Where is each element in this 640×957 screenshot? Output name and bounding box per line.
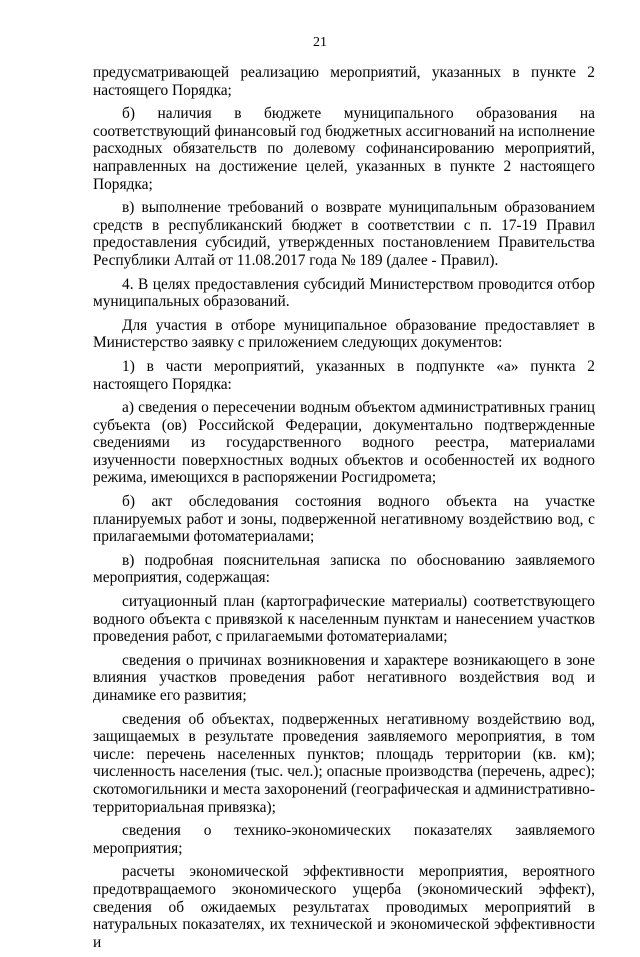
paragraph-item-b-budget: б) наличия в бюджете муниципального образования на соответствующий финансовый год бюджетных ассигнований на исполнение расходных обязательств по долевому софинансированию мероприятий, направленных на достижение целей, указанных в пункте 2 настоящего Порядка; [93, 105, 595, 193]
page-number: 21 [313, 35, 327, 50]
paragraph-indicators: сведения о технико-экономических показателях заявляемого мероприятия; [93, 822, 595, 857]
paragraph-item-v-return: в) выполнение требований о возврате муниципальным образованием средств в республиканский бюджет в соответствии с п. 17-19 Правил предоставления субсидий, утвержденных постановлением Правительства Республики Алтай от 11.08.2017 года № 189 (далее - Правил). [93, 199, 595, 269]
document-body [93, 64, 595, 957]
paragraph-item-b-survey: б) акт обследования состояния водного объекта на участке планируемых работ и зоны, подверженной негативному воздействию вод, с прилагаемыми фотоматериалами; [93, 493, 595, 546]
paragraph-objects: сведения об объектах, подверженных негативному воздействию вод, защищаемых в результате проведения заявляемого мероприятия, в том числе: перечень населенных пунктов; площадь территории (кв. км); численность населения (тыс. чел.); опасные производства (перечень, адрес); скотомогильники и места захоронений (географическая и административно-территориальная привязка); [93, 710, 595, 816]
paragraph-item-v-note: в) подробная пояснительная записка по обоснованию заявляемого мероприятия, содержащая: [93, 551, 595, 587]
paragraph-calculations: расчеты экономической эффективности мероприятия, вероятного предотвращаемого экономического ущерба (экономический эффект), сведения об ожидаемых результатах проводимых мероприятий в натуральных показателях, их технической и экономической эффективности и [93, 863, 595, 951]
paragraph-point-4: 4. В целях предоставления субсидий Министерством проводится отбор муниципальных образований. [93, 275, 595, 311]
paragraph-continuation: предусматривающей реализацию мероприятий, указанных в пункте 2 настоящего Порядка; [93, 64, 595, 99]
paragraph-causes: сведения о причинах возникновения и характере возникающего в зоне влияния участков проведения работ негативного воздействия вод и динамике его развития; [93, 651, 595, 704]
paragraph-application: Для участия в отборе муниципальное образование предоставляет в Министерство заявку с приложением следующих документов: [93, 316, 595, 352]
paragraph-item-a-boundaries: а) сведения о пересечении водным объектом административных границ субъекта (ов) Российской Федерации, документально подтвержденные сведениями из государственного водного реестра, материалами изученности поверхностных водных объектов и особенностей их водного режима, имеющихся в распоряжении Росгидромета; [93, 399, 595, 487]
paragraph-situation-plan: ситуационный план (картографические материалы) соответствующего водного объекта с привязкой к населенным пунктам и нанесением участков проведения работ, с прилагаемыми фотоматериалами; [93, 593, 595, 646]
paragraph-subitem-1: 1) в части мероприятий, указанных в подпункте «а» пункта 2 настоящего Порядка: [93, 357, 595, 393]
